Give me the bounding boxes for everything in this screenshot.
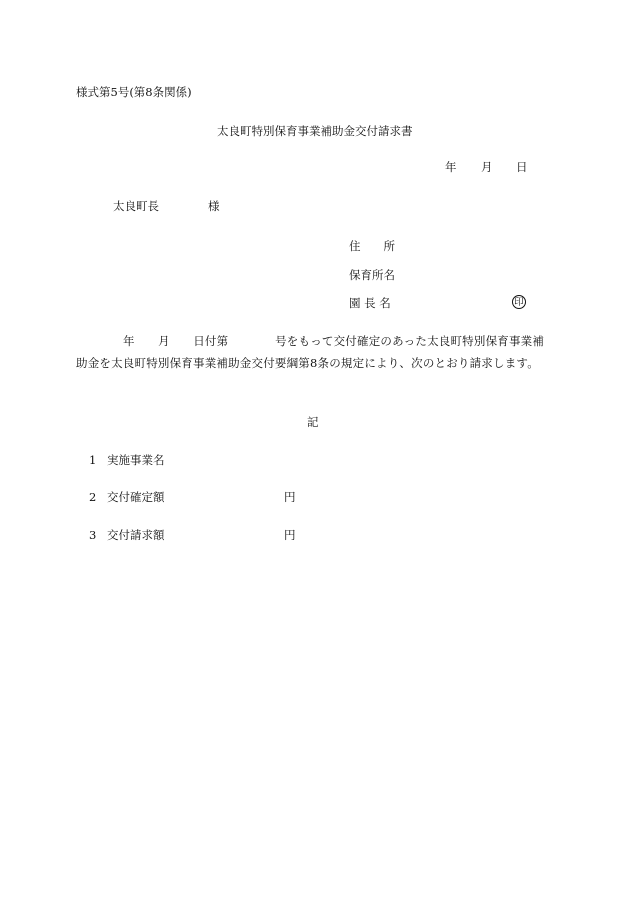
item-3-unit: 円 [284, 528, 296, 542]
facility-name-label: 保育所名 [349, 268, 395, 282]
item-2-label: 交付確定額 [107, 490, 165, 504]
item-1-label: 実施事業名 [107, 453, 165, 467]
date-year: 年 [445, 160, 457, 174]
document-title: 太良町特別保育事業補助金交付請求書 [217, 124, 413, 138]
addressee-honorific: 様 [208, 199, 220, 213]
item-1-number: 1 [89, 453, 97, 467]
ki-heading: 記 [307, 415, 319, 429]
item-2-number: 2 [89, 490, 97, 504]
addressee-name: 太良町長 [113, 199, 159, 213]
date-day: 日 [516, 160, 528, 174]
request-body-text: 年 月 日付第 号をもって交付確定のあった太良町特別保育事業補助金を太良町特別保育事業補助金交付要綱第8条の規定により、次のとおり請求します。 [76, 334, 545, 370]
item-3-number: 3 [89, 528, 97, 542]
item-2-unit: 円 [284, 490, 296, 504]
form-label: 様式第5号(第8条関係) [76, 85, 192, 99]
address-label: 住 所 [349, 239, 395, 253]
seal-mark: 印 [512, 295, 526, 309]
date-month: 月 [481, 160, 493, 174]
item-3-label: 交付請求額 [107, 528, 165, 542]
director-name-label: 園 長 名 [349, 296, 391, 310]
